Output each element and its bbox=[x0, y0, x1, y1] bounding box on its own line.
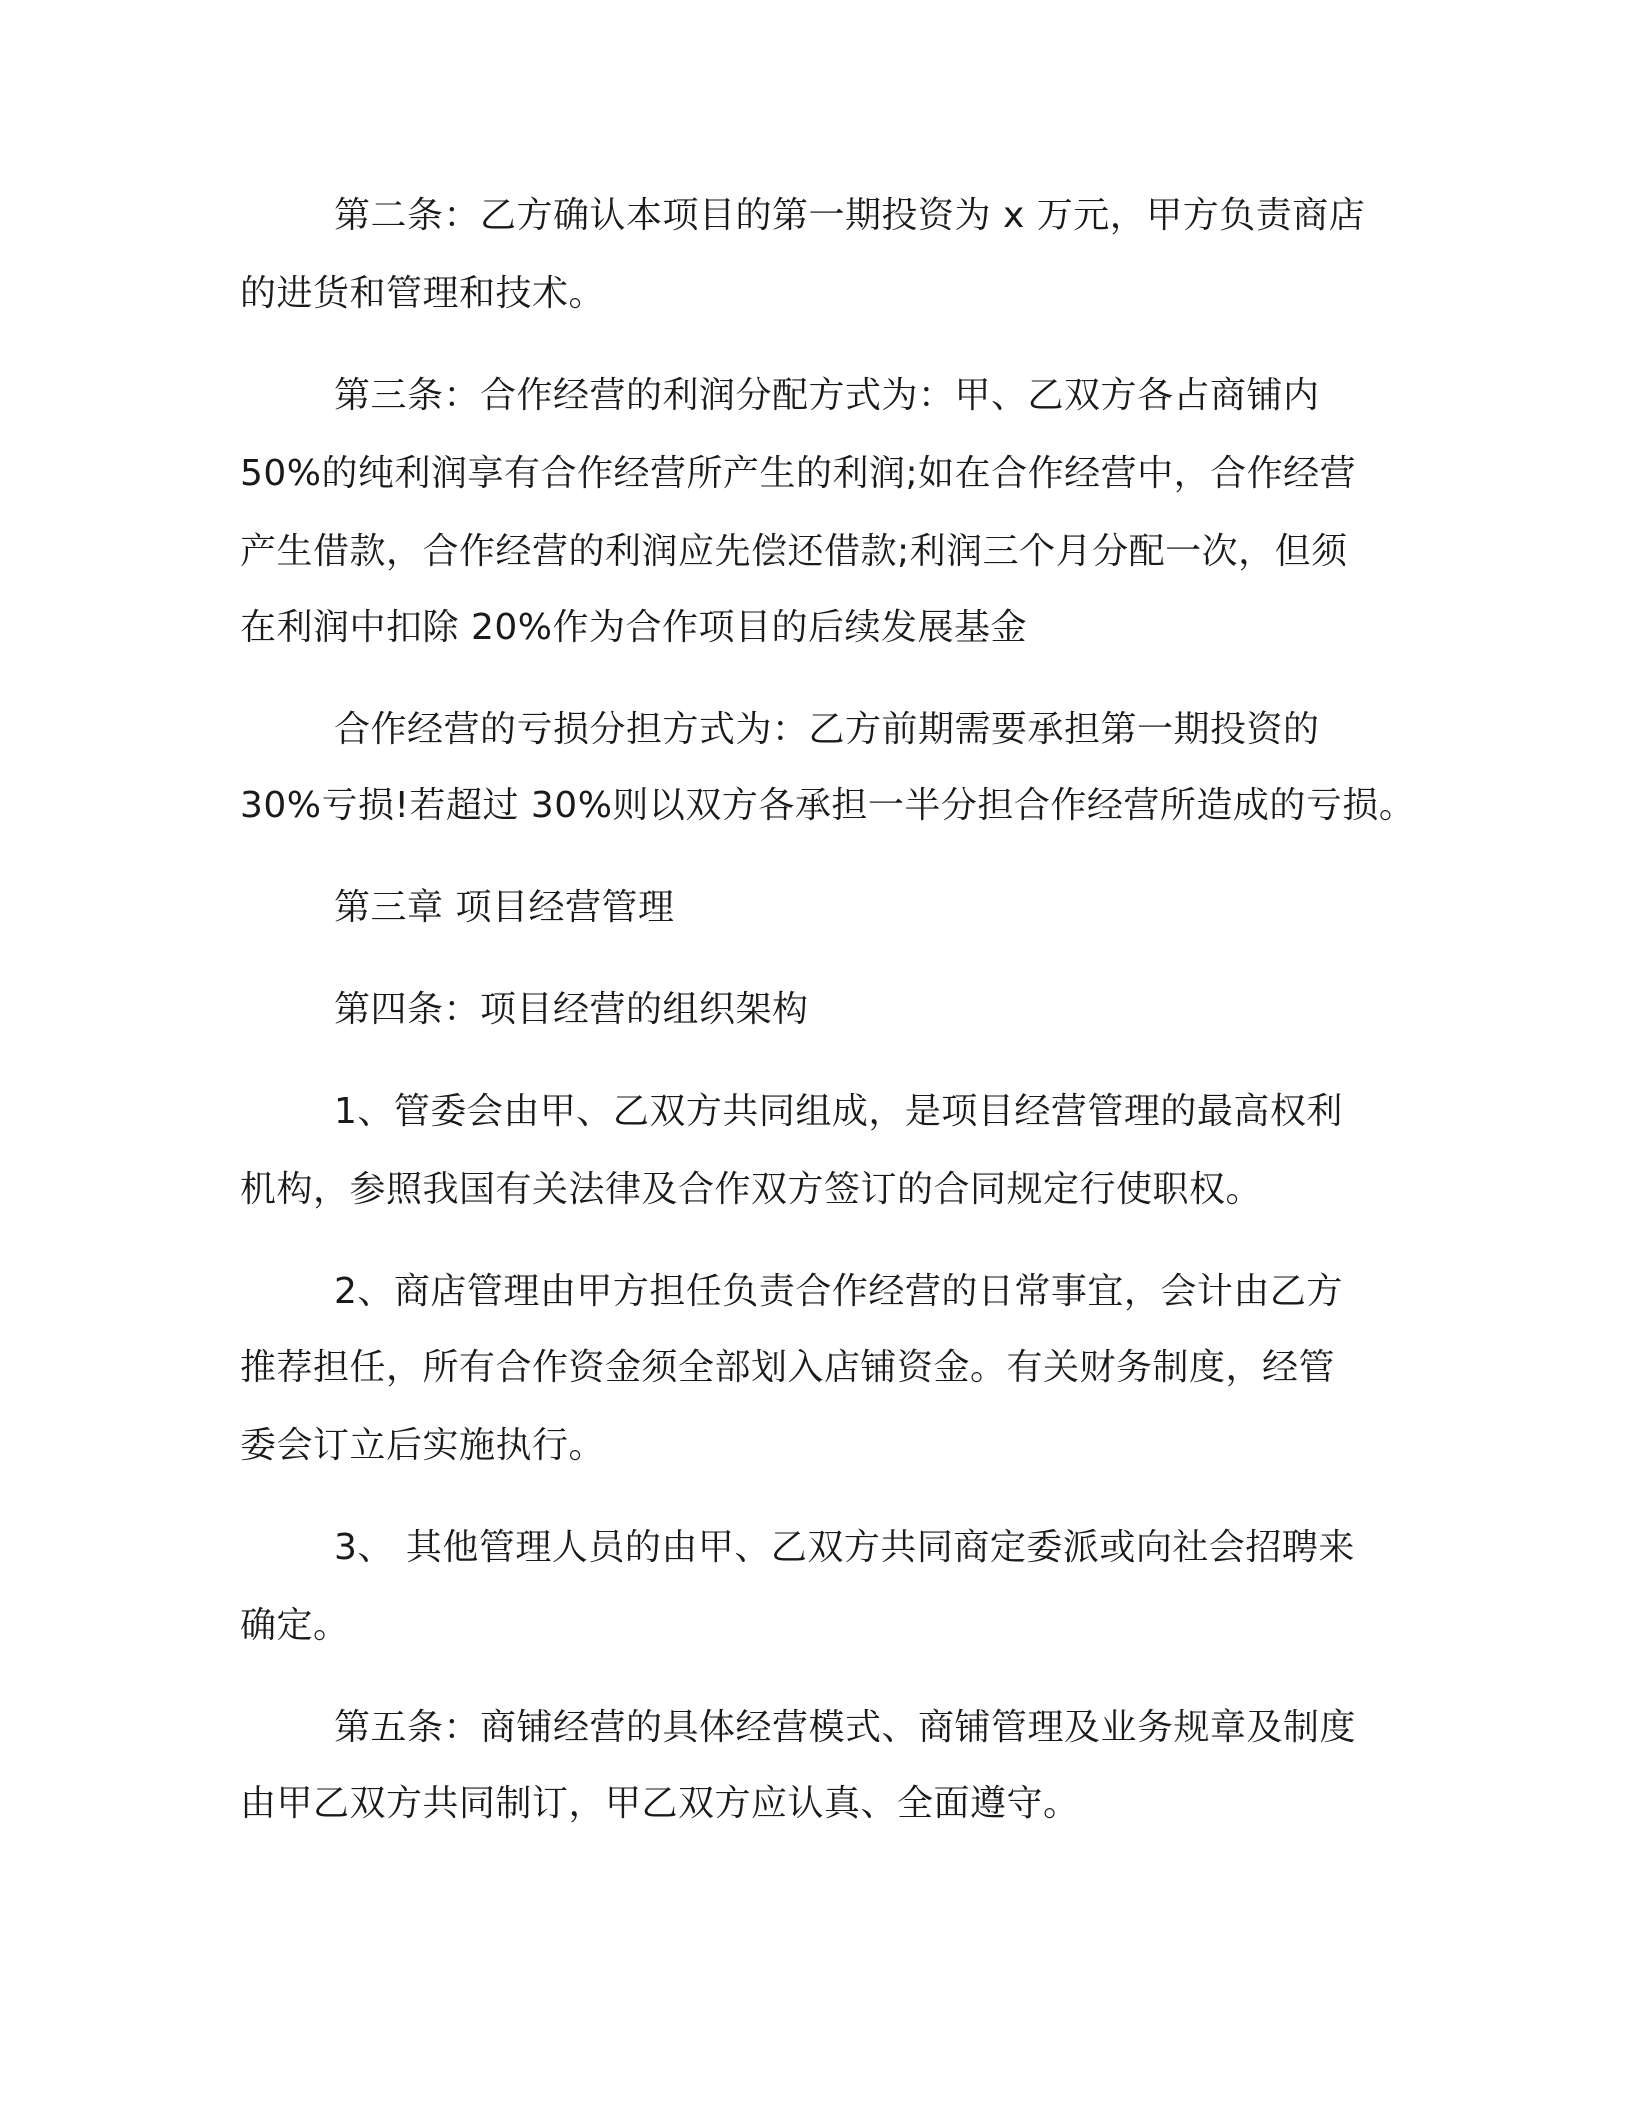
article-3-line-4: 在利润中扣除 20%作为合作项目的后续发展基金 bbox=[240, 607, 1027, 648]
article-3-line-2: 50%的纯利润享有合作经营所产生的利润;如在合作经营中，合作经营 bbox=[240, 453, 1357, 494]
loss-sharing-line-1: 合作经营的亏损分担方式为：乙方前期需要承担第一期投资的 bbox=[334, 709, 1320, 750]
article-3-line-1: 第三条：合作经营的利润分配方式为：甲、乙双方各占商铺内 bbox=[334, 375, 1320, 416]
article-2-line-1: 第二条：乙方确认本项目的第一期投资为 x 万元，甲方负责商店 bbox=[334, 195, 1366, 236]
clause-2-line-2: 推荐担任，所有合作资金须全部划入店铺资金。有关财务制度，经管 bbox=[240, 1347, 1336, 1388]
article-5-line-1: 第五条：商铺经营的具体经营模式、商铺管理及业务规章及制度 bbox=[334, 1707, 1357, 1748]
article-3-line-3: 产生借款，合作经营的利润应先偿还借款;利润三个月分配一次，但须 bbox=[240, 531, 1348, 572]
clause-3-line-2: 确定。 bbox=[240, 1605, 350, 1646]
clause-1-line-1: 1、管委会由甲、乙双方共同组成，是项目经营管理的最高权利 bbox=[334, 1091, 1343, 1132]
clause-1-line-2: 机构，参照我国有关法律及合作双方签订的合同规定行使职权。 bbox=[240, 1169, 1263, 1210]
article-2-line-2: 的进货和管理和技术。 bbox=[240, 273, 606, 314]
clause-3-line-1: 3、 其他管理人员的由甲、乙双方共同商定委派或向社会招聘来 bbox=[334, 1527, 1355, 1568]
loss-sharing-line-2: 30%亏损!若超过 30%则以双方各承担一半分担合作经营所造成的亏损。 bbox=[240, 785, 1416, 826]
clause-2-line-3: 委会订立后实施执行。 bbox=[240, 1425, 606, 1466]
article-5-line-2: 由甲乙双方共同制订，甲乙双方应认真、全面遵守。 bbox=[240, 1783, 1080, 1824]
article-4-heading: 第四条：项目经营的组织架构 bbox=[334, 989, 809, 1030]
chapter-3-heading: 第三章 项目经营管理 bbox=[334, 887, 675, 928]
clause-2-line-1: 2、商店管理由甲方担任负责合作经营的日常事宜，会计由乙方 bbox=[334, 1271, 1343, 1312]
